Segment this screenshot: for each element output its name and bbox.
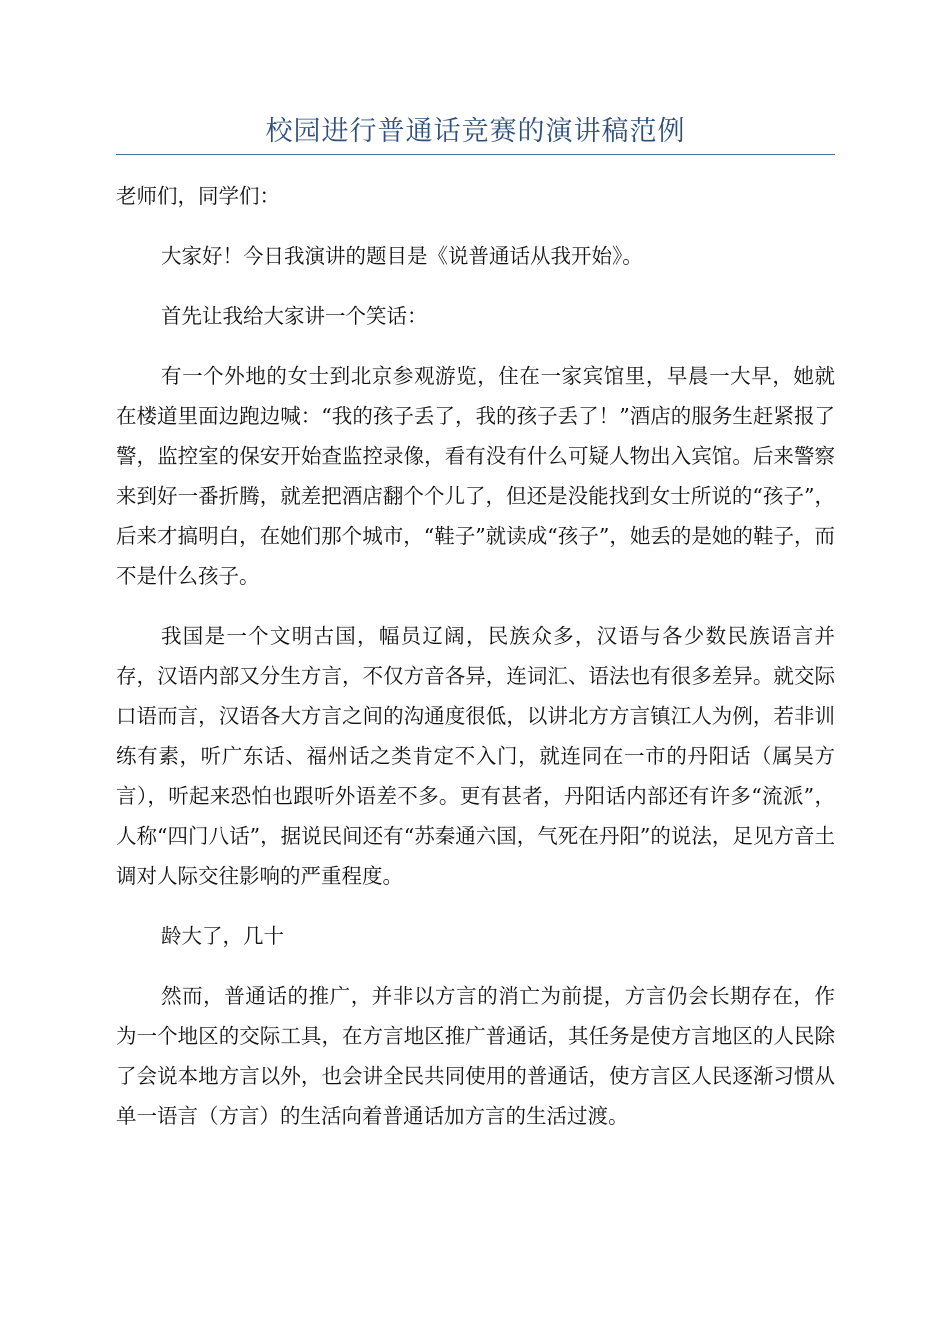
dialect-paragraph: 我国是一个文明古国，幅员辽阔，民族众多，汉语与各少数民族语言并存，汉语内部又分生方言，不仅方音各异，连词汇、语法也有很多差异。就交际口语而言，汉语各大方言之间的沟通度很低，以讲北方方言镇江人为例，若非训练有素，听广东话、福州话之类肯定不入门，就连同在一市的丹阳话（属吴方言），听起来恐怕也跟听外语差不多。更有甚者，丹阳话内部还有许多“流派”，人称“四门八话”，据说民间还有“苏秦通六国，气死在丹阳”的说法，足见方音土调对人际交往影响的严重程度。	[116, 624, 835, 888]
joke-paragraph: 有一个外地的女士到北京参观游览，住在一家宾馆里，早晨一大早，她就在楼道里面边跑边喊：“我的孩子丢了，我的孩子丢了！”酒店的服务生赶紧报了警，监控室的保安开始查监控录像，看有没有什么可疑人物出入宾馆。后来警察来到好一番折腾，就差把酒店翻个个儿了，但还是没能找到女士所说的“孩子”，后来才搞明白，在她们那个城市，“鞋子”就读成“孩子”，她丢的是她的鞋子，而不是什么孩子。	[116, 364, 835, 588]
salutation-paragraph: 老师们，同学们：	[116, 184, 280, 208]
promotion-paragraph: 然而，普通话的推广，并非以方言的消亡为前提，方言仍会长期存在，作为一个地区的交际工具，在方言地区推广普通话，其任务是使方言地区的人民除了会说本地方言以外，也会讲全民共同使用的普通话，使方言区人民逐渐习惯从单一语言（方言）的生活向着普通话加方言的生活过渡。	[116, 984, 835, 1128]
title-divider	[116, 154, 835, 155]
fragment-paragraph: 龄大了，几十	[161, 924, 284, 948]
document-title: 校园进行普通话竞赛的演讲稿范例	[265, 116, 686, 147]
document-body	[116, 176, 835, 1136]
greeting-paragraph: 大家好！今日我演讲的题目是《说普通话从我开始》。	[161, 244, 643, 268]
intro-paragraph: 首先让我给大家讲一个笑话：	[161, 304, 428, 328]
